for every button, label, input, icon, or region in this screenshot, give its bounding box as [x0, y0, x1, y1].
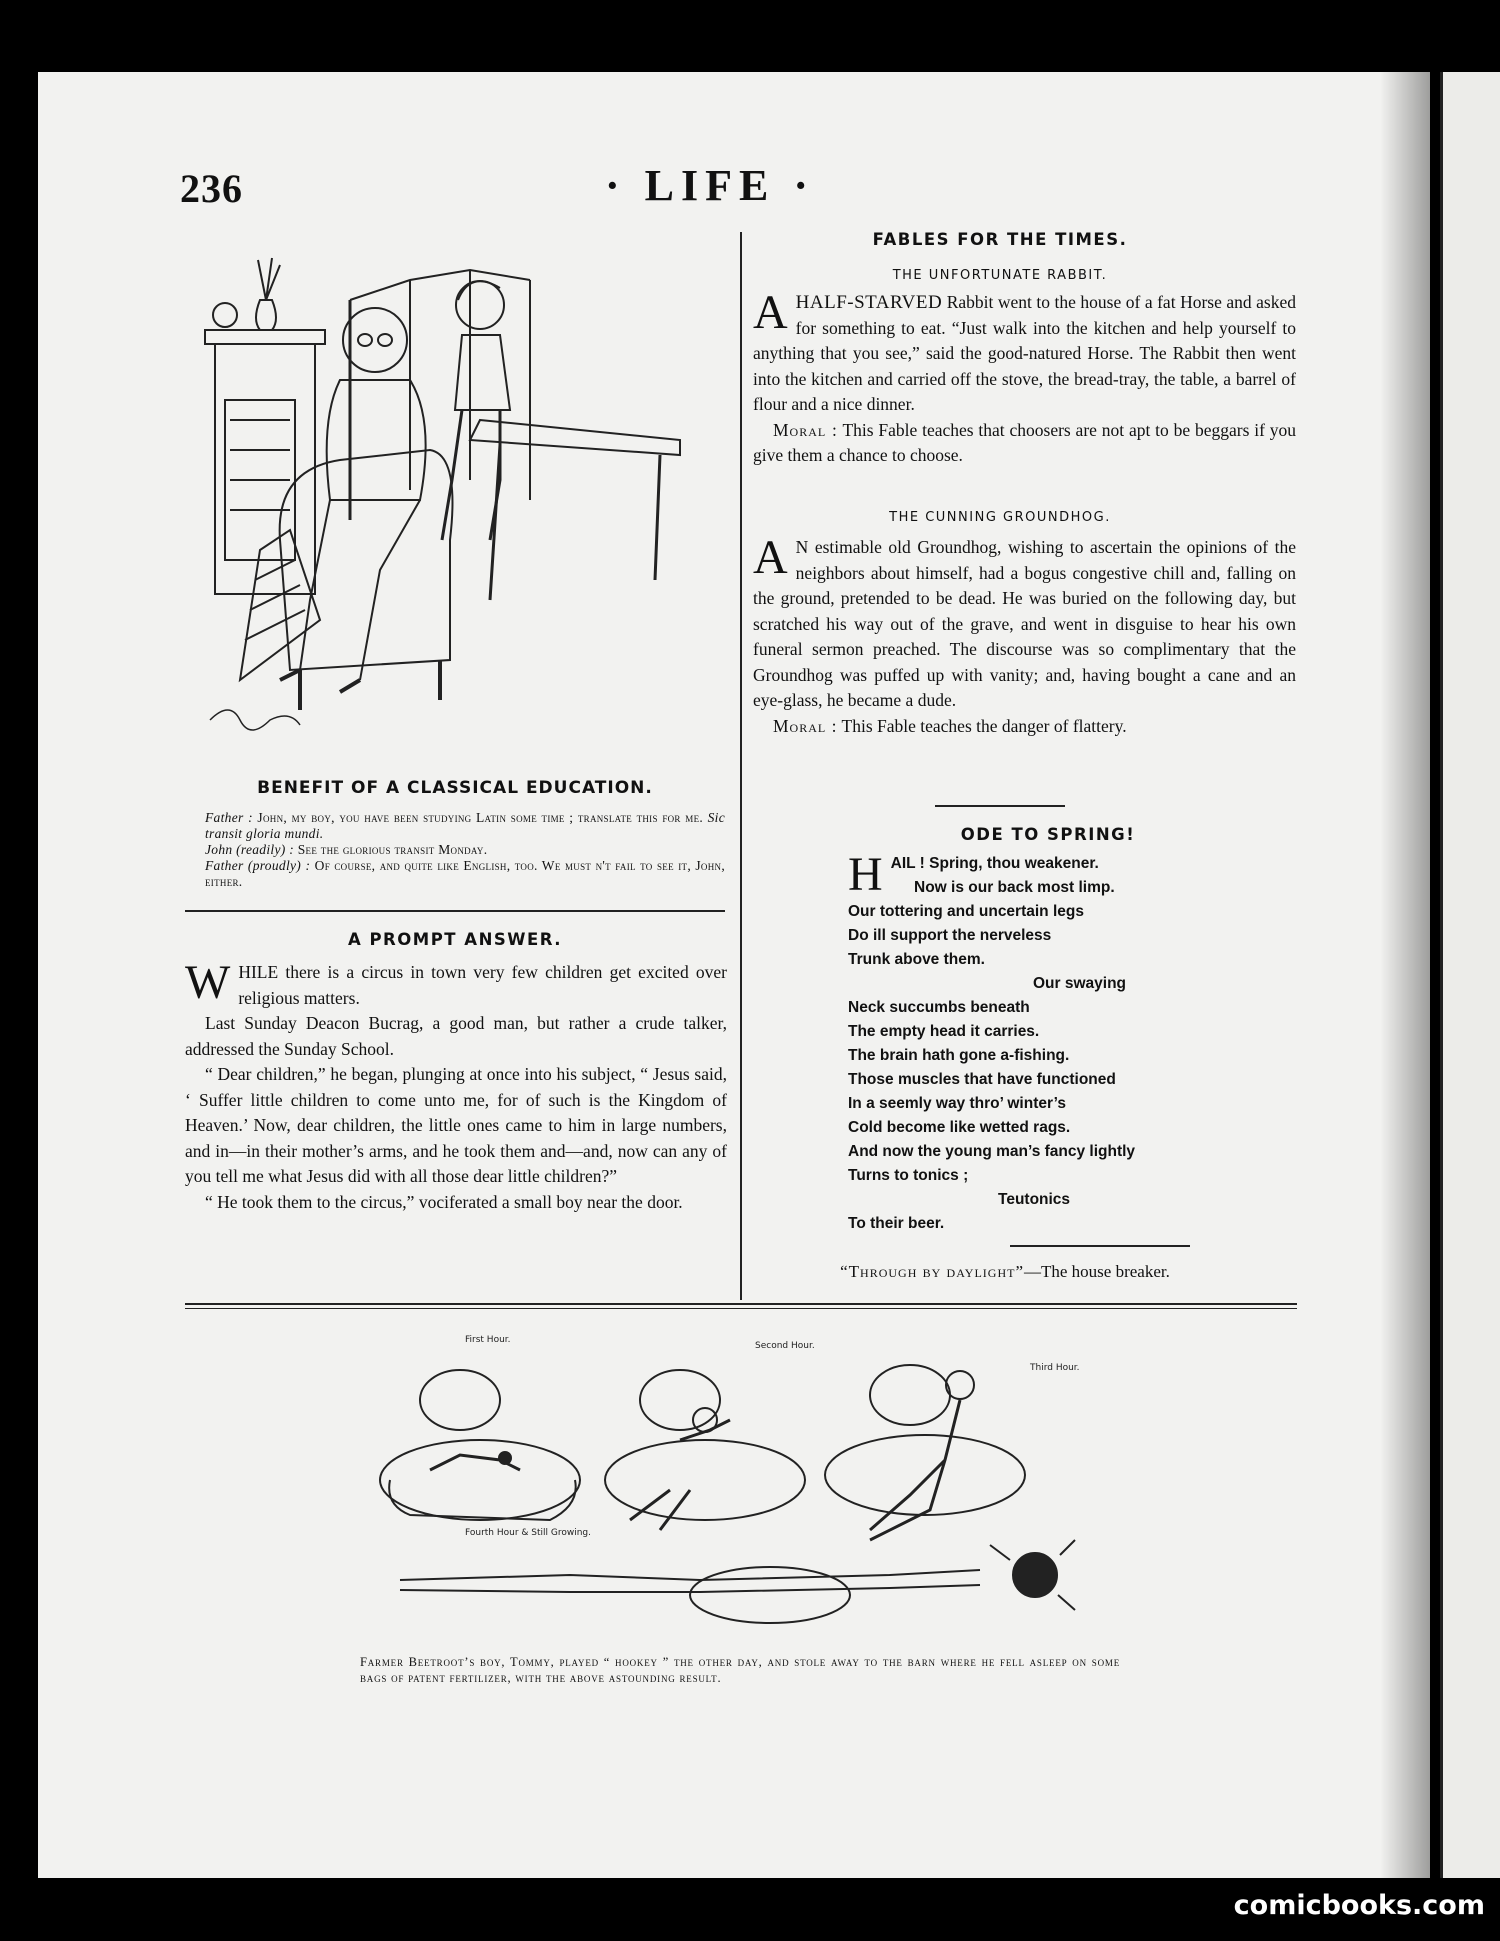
caption-text: Farmer Beetroot’s boy, Tommy, played “ hookey ” the other day, and stole away to the barn where he fell asleep on some bags of patent fertilizer, with the above astounding result. [360, 1655, 1120, 1685]
page-divider [185, 1303, 1297, 1305]
paragraph: Last Sunday Deacon Bucrag, a good man, but rather a crude talker, addressed the Sunday School. [185, 1013, 727, 1059]
ode-top-rule [935, 805, 1065, 807]
ode-title: ODE TO SPRING! [960, 825, 1136, 844]
daylight-rest: —The house breaker. [1024, 1262, 1170, 1281]
section-divider [185, 910, 725, 912]
groundhog-title: THE CUNNING GROUNDHOG. [889, 510, 1111, 525]
dropcap: A [753, 531, 788, 584]
poem-line: The empty head it carries. [848, 1023, 1040, 1040]
poem-line: Turns to tonics ; [848, 1167, 969, 1184]
rabbit-fable-body [753, 286, 1296, 469]
ode-poem [848, 848, 1248, 1236]
dialogue-text: See the glorious transit Monday. [297, 842, 488, 857]
poem-line: Cold become like wetted rags. [848, 1119, 1071, 1136]
poem-line: Those muscles that have functioned [848, 1071, 1116, 1088]
poem-line: Teutonics [998, 1191, 1071, 1208]
dropcap: A [753, 286, 788, 339]
daylight-quote: “Through by daylight” [840, 1262, 1024, 1281]
prompt-answer-title: A PROMPT ANSWER. [347, 930, 563, 949]
dialogue-line-father-proudly [185, 858, 725, 890]
cartoon-dialogue [185, 810, 725, 890]
poem-line: Do ill support the nerveless [848, 927, 1052, 944]
label-fourth-hour: Fourth Hour & Still Growing. [465, 1528, 592, 1538]
poem-line: Neck succumbs beneath [848, 999, 1030, 1016]
bottom-cartoon-caption [360, 1654, 1120, 1686]
moral: Moral : This Fable teaches that choosers are not apt to be beggars if you give them a chance to choose. [753, 419, 1296, 465]
watermark: comicbooks.com [1233, 1890, 1485, 1921]
dialogue-speaker: John (readily) : [205, 842, 295, 857]
poem-line: In a seemly way thro’ winter’s [848, 1095, 1066, 1112]
cartoon-title: BENEFIT OF A CLASSICAL EDUCATION. [257, 778, 653, 798]
dialogue-text: Of course, and quite like English, too. We must n't fail to see it, John, either. [205, 858, 725, 889]
dialogue-line-father [185, 810, 725, 842]
dropcap: H [848, 848, 883, 901]
cartoon-growing-boy [370, 1330, 1130, 1640]
masthead: · LIFE · [604, 161, 816, 210]
label-first-hour: First Hour. [465, 1335, 511, 1345]
poem-line: HAIL ! Spring, thou weakener. [848, 848, 1099, 901]
page-divider-2 [185, 1308, 1297, 1309]
dialogue-line-john [185, 842, 725, 858]
poem-line: Now is our back most limp. [914, 879, 1115, 896]
fables-title: FABLES FOR THE TIMES. [872, 230, 1128, 249]
label-second-hour: Second Hour. [755, 1341, 815, 1351]
groundhog-fable-body [753, 531, 1296, 739]
rabbit-title: THE UNFORTUNATE RABBIT. [892, 268, 1108, 283]
fold-shadow [1380, 72, 1430, 1878]
cartoon-father-and-son [200, 240, 700, 760]
paragraph: “ He took them to the circus,” vociferated a small boy near the door. [205, 1191, 683, 1212]
poem-line: To their beer. [848, 1215, 945, 1232]
column-rule [740, 232, 742, 1300]
daylight-quip [770, 1262, 1240, 1282]
paragraph: A N estimable old Groundhog, wishing to ascertain the opinions of the neighbors about himself, had a bogus congestive chill and, falling on the ground, pretended to be dead. He was buried on the following day, but scratched his way out of the grave, and went in disguise to hear his own funeral sermon preached. The discourse was so complimentary that the Groundhog was puffed up with vanity; and, having bought a cane and an eye-glass, he became a dude. [753, 531, 1296, 710]
paragraph: “ Dear children,” he began, plunging at once into his subject, “ Jesus said, ‘ Suffer little children to come unto me, for of such is the Kingdom of Heaven.’ Now, dear children, the little ones came to him in large numbers, and in—in their mother’s arms, and he took them and—and, now can any of you tell me what Jesus did with all those dear little children?” [185, 1064, 727, 1186]
poem-line: The brain hath gone a-fishing. [848, 1047, 1070, 1064]
dialogue-speaker: Father (proudly) : [205, 858, 311, 873]
dialogue-text: John, my boy, you have been studying Latin some time ; translate this for me. [257, 810, 704, 825]
prompt-answer-body [185, 956, 727, 1215]
paragraph: WHILE there is a circus in town very few children get excited over religious matters. [185, 956, 727, 1009]
lead-words: HALF-STARVED [795, 292, 943, 313]
poem-line: And now the young man’s fancy lightly [848, 1143, 1136, 1160]
moral: Moral : This Fable teaches the danger of flattery. [773, 715, 1127, 736]
dialogue-speaker: Father : [205, 810, 253, 825]
dropcap: W [185, 956, 231, 1009]
label-third-hour: Third Hour. [1030, 1363, 1080, 1373]
paragraph: AHALF-STARVED Rabbit went to the house of a fat Horse and asked for something to eat. “Just walk into the kitchen and help yourself to anything that you see,” said the good-natured Horse. The Rabbit then went into the kitchen and carried off the stove, the bread-tray, the table, a barrel of flour and a nice dinner. [753, 286, 1296, 414]
poem-line: Our tottering and uncertain legs [848, 903, 1084, 920]
ode-bottom-rule [1010, 1245, 1190, 1247]
poem-line: Trunk above them. [848, 951, 985, 968]
next-page-edge [1440, 72, 1500, 1878]
poem-line: Our swaying [1033, 975, 1127, 992]
dialogue-latin: Sic transit gloria mundi. [205, 810, 725, 841]
page-number: 236 [180, 166, 243, 211]
